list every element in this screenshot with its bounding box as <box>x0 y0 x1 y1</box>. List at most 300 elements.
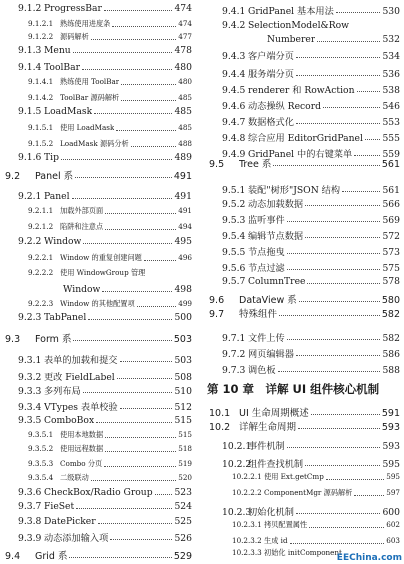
toc-entry-title: Menu <box>44 45 71 56</box>
toc-entry-title: 二级联动 <box>60 473 89 482</box>
toc-leader-dots <box>273 165 380 166</box>
toc-entry-page: 593 <box>381 422 400 433</box>
toc-leader-dots <box>120 408 173 409</box>
toc-leader-dots <box>155 494 173 495</box>
toc-entry-number: 9.2.1.1 <box>28 206 54 215</box>
toc-entry-number: 10.2.1 <box>222 441 252 452</box>
toc-entry-title: Panel <box>44 191 70 202</box>
toc-leader-dots <box>112 26 176 27</box>
toc-entry-number: 9.7.2 <box>222 349 246 360</box>
toc-leader-dots <box>105 213 176 214</box>
toc-entry-page: 524 <box>174 501 192 512</box>
toc-leader-dots <box>278 371 381 372</box>
toc-leader-dots <box>287 339 381 340</box>
toc-entry-page: 503 <box>173 334 192 345</box>
toc-entry-page: 488 <box>178 139 192 148</box>
toc-entry-title: 装配"树形"JSON 结构 <box>248 185 341 196</box>
toc-leader-dots <box>309 527 384 528</box>
toc-entry[interactable] <box>222 456 400 470</box>
toc-entry-page: 474 <box>178 19 192 28</box>
toc-leader-dots <box>296 75 381 76</box>
toc-entry-page: 555 <box>382 133 400 144</box>
toc-entry[interactable] <box>232 536 400 546</box>
toc-leader-dots <box>83 392 173 393</box>
toc-entry-title: LoadMask 源码分析 <box>60 139 129 148</box>
toc-leader-dots <box>317 41 380 42</box>
toc-entry-number: 10.2 <box>209 422 231 433</box>
toc-leader-dots <box>307 283 380 284</box>
toc-entry-page: 491 <box>174 191 192 202</box>
toc-entry-title: 监听事件 <box>248 215 285 226</box>
toc-leader-dots <box>82 69 172 70</box>
toc-entry-page: 489 <box>174 152 192 163</box>
toc-entry-number: 9.3.5.2 <box>28 444 54 453</box>
toc-entry-number: 10.2.2.2 <box>232 488 262 497</box>
toc-entry-title: 动态添加输入项 <box>44 533 109 544</box>
toc-entry[interactable] <box>222 48 400 62</box>
toc-entry[interactable] <box>222 66 400 80</box>
toc-entry-page: 530 <box>382 6 400 17</box>
toc-leader-dots <box>116 130 176 131</box>
toc-entry-page: 532 <box>382 34 400 45</box>
toc-entry[interactable] <box>18 62 192 73</box>
toc-leader-dots <box>131 146 177 147</box>
toc-entry[interactable] <box>28 206 192 216</box>
toc-entry-number: 9.5.4 <box>222 231 246 242</box>
toc-entry-number: 9.4.5 <box>222 85 246 96</box>
toc-entry-page: 582 <box>381 309 400 320</box>
toc-entry[interactable] <box>28 93 192 103</box>
toc-entry-title: 表单的加载和提交 <box>44 355 118 366</box>
toc-entry-number: 9.1.2.2 <box>28 32 54 41</box>
toc-entry-page: 474 <box>174 3 192 14</box>
toc-leader-dots <box>104 10 173 11</box>
toc-entry-number: 9.5.1 <box>222 185 246 196</box>
toc-leader-dots <box>98 523 173 524</box>
toc-leader-dots <box>102 291 172 292</box>
toc-entry-number: 9.2.1 <box>18 191 42 202</box>
toc-entry-page: 586 <box>382 349 400 360</box>
toc-entry-page: 510 <box>174 386 192 397</box>
toc-leader-dots <box>296 355 381 356</box>
toc-entry-title: 使用远程数据 <box>60 444 104 453</box>
toc-leader-dots <box>75 177 172 178</box>
toc-entry-title: SelectionModel&Row <box>248 20 350 31</box>
toc-entry[interactable] <box>28 459 192 469</box>
toc-entry-page: 518 <box>178 444 192 453</box>
toc-entry-number: 9.3.4 <box>18 402 42 413</box>
toc-entry-page: 498 <box>174 284 192 295</box>
toc-entry-page: 591 <box>381 408 400 419</box>
toc-entry[interactable] <box>222 98 400 112</box>
toc-entry[interactable] <box>209 419 400 433</box>
toc-entry-page: 546 <box>382 101 400 112</box>
toc-entry[interactable] <box>209 156 400 170</box>
toc-entry-page: 534 <box>382 51 400 62</box>
toc-entry[interactable] <box>28 139 192 149</box>
toc-leader-dots <box>323 107 380 108</box>
toc-entry-title: ComboBox <box>44 415 95 426</box>
toc-entry-number: 9.1.4 <box>18 62 42 73</box>
toc-entry-title: 客户端分页 <box>248 51 294 62</box>
toc-entry-number: 9.1.2.1 <box>28 19 54 28</box>
toc-entry[interactable] <box>222 182 400 196</box>
toc-entry-title: 加载外部页面 <box>60 206 104 215</box>
toc-leader-dots <box>61 159 173 160</box>
toc-entry-title: 使用 LoadMask <box>60 123 115 132</box>
toc-entry-page: 597 <box>386 488 400 497</box>
toc-entry-number: 9.3.9 <box>18 533 42 544</box>
toc-entry-title: ToolBar 源码解析 <box>60 93 120 102</box>
toc-leader-dots <box>121 100 176 101</box>
toc-entry-title: LoadMask <box>44 106 93 117</box>
toc-entry-number: 9.2.1.2 <box>28 222 54 231</box>
toc-entry[interactable] <box>222 276 400 287</box>
toc-entry-number: 10.2.3.3 <box>232 548 262 557</box>
toc-entry[interactable] <box>5 331 192 345</box>
toc-entry-page: 512 <box>174 402 192 413</box>
toc-leader-dots <box>354 495 384 496</box>
toc-entry[interactable] <box>222 228 400 242</box>
toc-leader-dots <box>144 260 176 261</box>
toc-entry[interactable] <box>18 236 192 247</box>
toc-entry-page: 573 <box>382 247 400 258</box>
toc-entry-number: 9.1.5 <box>18 106 42 117</box>
toc-entry-title: 特殊组件 <box>239 309 278 320</box>
toc-entry[interactable] <box>18 191 192 202</box>
toc-leader-dots <box>121 84 176 85</box>
toc-entry-page: 491 <box>173 171 192 182</box>
toc-leader-dots <box>137 306 177 307</box>
toc-entry-title: 熟练使用 ToolBar <box>60 77 120 86</box>
toc-entry-number: 9.3.6 <box>18 487 42 498</box>
toc-entry-title: 多列布局 <box>44 386 81 397</box>
toc-entry-number: 9.1.2 <box>18 3 42 14</box>
toc-entry-page: 496 <box>178 253 192 262</box>
toc-entry[interactable] <box>18 516 192 527</box>
toc-entry[interactable] <box>222 3 400 17</box>
toc-entry[interactable] <box>209 292 400 306</box>
toc-entry[interactable] <box>209 306 400 320</box>
toc-entry-title: Tree 系 <box>239 159 272 170</box>
toc-leader-dots <box>296 57 381 58</box>
toc-entry-number: 9.3.7 <box>18 501 42 512</box>
toc-leader-dots <box>279 315 380 316</box>
toc-entry-number: 9.5.6 <box>222 263 246 274</box>
toc-entry-title: 文件上传 <box>248 333 285 344</box>
toc-entry[interactable] <box>63 284 192 295</box>
toc-entry-page: 561 <box>381 159 400 170</box>
toc-entry-title: ProgressBar <box>44 3 102 14</box>
toc-entry-number: 9.7.3 <box>222 365 246 376</box>
toc-entry[interactable] <box>28 299 192 309</box>
toc-entry-title: 生成 id <box>264 536 288 545</box>
toc-entry-number: 9.3 <box>5 334 21 345</box>
toc-entry-page: 561 <box>382 185 400 196</box>
toc-entry-number: 9.1.4.2 <box>28 93 54 102</box>
toc-entry-number: 10.2.2 <box>222 459 252 470</box>
toc-entry[interactable] <box>222 504 400 518</box>
chapter-heading: 第 10 章 详解 UI 组件核心机制 <box>207 382 380 396</box>
toc-entry[interactable] <box>18 487 192 498</box>
toc-entry-title: 陷阱和注意点 <box>60 222 104 231</box>
toc-entry-title: Window 的其他配置项 <box>60 299 135 308</box>
toc-leader-dots <box>104 466 176 467</box>
toc-entry[interactable] <box>28 430 192 440</box>
toc-entry-number: 9.6 <box>209 295 225 306</box>
toc-entry[interactable] <box>222 438 400 452</box>
toc-leader-dots <box>305 205 380 206</box>
toc-entry[interactable] <box>18 501 192 512</box>
toc-entry[interactable] <box>222 260 400 274</box>
toc-entry-number: 9.5.3 <box>222 215 246 226</box>
toc-entry-page: 559 <box>382 149 400 160</box>
toc-entry[interactable] <box>222 196 400 210</box>
toc-entry[interactable] <box>18 415 192 426</box>
toc-entry-page: 566 <box>382 199 400 210</box>
toc-entry-title: 使用 WindowGroup 管理 <box>60 268 146 277</box>
toc-leader-dots <box>305 237 380 238</box>
toc-entry[interactable] <box>222 346 400 360</box>
toc-entry[interactable] <box>28 268 192 278</box>
toc-leader-dots <box>120 361 173 362</box>
toc-leader-dots <box>76 508 172 509</box>
toc-entry-title: Panel 系 <box>35 171 74 182</box>
toc-leader-dots <box>311 414 380 415</box>
toc-entry[interactable] <box>5 548 192 562</box>
toc-entry-title: ColumnTree <box>248 276 306 287</box>
toc-entry-title: VTypes 表单校验 <box>44 402 118 413</box>
toc-entry[interactable] <box>222 362 400 376</box>
toc-leader-dots <box>287 221 381 222</box>
toc-entry[interactable] <box>222 330 400 344</box>
toc-entry-page: 515 <box>174 415 192 426</box>
toc-entry-page: 538 <box>382 85 400 96</box>
toc-entry-number: 9.3.5 <box>18 415 42 426</box>
toc-entry[interactable] <box>5 168 192 182</box>
toc-entry-page: 519 <box>178 459 192 468</box>
toc-entry[interactable] <box>222 20 400 31</box>
toc-entry-number: 9.3.3 <box>18 386 42 397</box>
toc-entry-title: Form 系 <box>35 334 72 345</box>
toc-entry[interactable] <box>28 473 192 483</box>
toc-entry-title: FieSet <box>44 501 75 512</box>
toc-entry-title: ToolBar <box>44 62 81 73</box>
toc-entry-number: 9.2.2 <box>18 236 42 247</box>
toc-entry-title: UI 生命周期概述 <box>239 408 309 419</box>
toc-entry-title: 详解生命周期 <box>239 422 297 433</box>
toc-entry[interactable] <box>28 222 192 232</box>
toc-entry[interactable] <box>18 45 192 56</box>
toc-entry-number: 9.4.4 <box>222 69 246 80</box>
toc-leader-dots <box>336 12 381 13</box>
toc-entry[interactable] <box>267 34 400 45</box>
toc-entry-title: GridPanel 基本用法 <box>248 6 334 17</box>
toc-entry-title: Numberer <box>267 34 316 45</box>
toc-entry[interactable] <box>28 444 192 454</box>
toc-leader-dots <box>296 123 381 124</box>
toc-leader-dots <box>73 340 171 341</box>
toc-entry-title: TabPanel <box>44 312 87 323</box>
toc-leader-dots <box>357 91 381 92</box>
toc-leader-dots <box>287 269 381 270</box>
toc-leader-dots <box>296 513 381 514</box>
toc-entry[interactable] <box>18 399 192 413</box>
toc-entry[interactable] <box>28 253 192 263</box>
toc-entry[interactable] <box>232 488 400 498</box>
toc-entry-number: 9.1.6 <box>18 152 42 163</box>
toc-entry-title: 数据格式化 <box>248 117 294 128</box>
toc-entry-number: 9.3.2 <box>18 372 42 383</box>
toc-entry-title: 拷贝配置属性 <box>264 520 308 529</box>
toc-entry[interactable] <box>18 369 192 383</box>
toc-entry-title: GridPanel 中的右键菜单 <box>248 149 353 160</box>
toc-entry-page: 593 <box>382 441 400 452</box>
toc-entry-page: 572 <box>382 231 400 242</box>
toc-entry-number: 9.4.8 <box>222 133 246 144</box>
toc-entry-number: 9.3.1 <box>18 355 42 366</box>
toc-entry-number: 10.2.2.1 <box>232 472 262 481</box>
watermark: EEChina.com <box>336 553 402 563</box>
toc-entry-title: ComponentMgr 源码解析 <box>264 488 353 497</box>
toc-entry-title: 编辑节点数据 <box>248 231 304 242</box>
toc-entry-title: 调色板 <box>248 365 276 376</box>
toc-leader-dots <box>298 428 380 429</box>
toc-entry-title: 更改 FieldLabel <box>44 372 115 383</box>
toc-entry-page: 582 <box>382 333 400 344</box>
toc-entry[interactable] <box>232 520 400 530</box>
toc-entry[interactable] <box>28 123 192 133</box>
toc-entry-page: 500 <box>174 312 192 323</box>
toc-entry-page: 595 <box>386 472 400 481</box>
toc-entry-title: Grid 系 <box>35 551 68 562</box>
toc-entry-title: 组件查找机制 <box>248 459 304 470</box>
toc-entry-page: 480 <box>178 77 192 86</box>
toc-entry-title: Tip <box>44 152 59 163</box>
toc-entry-title: DatePicker <box>44 516 96 527</box>
toc-entry-title: 使用 Ext.getCmp <box>264 472 324 481</box>
toc-entry-page: 477 <box>178 32 192 41</box>
toc-leader-dots <box>69 557 171 558</box>
toc-leader-dots <box>72 198 173 199</box>
toc-entry-page: 603 <box>386 536 400 545</box>
toc-entry-title: Combo 分页 <box>60 459 103 468</box>
toc-entry-page: 499 <box>178 299 192 308</box>
toc-entry-page: 491 <box>178 206 192 215</box>
toc-leader-dots <box>105 229 176 230</box>
toc-entry-page: 580 <box>381 295 400 306</box>
toc-entry-page: 503 <box>174 355 192 366</box>
toc-entry-number: 9.7 <box>209 309 225 320</box>
toc-leader-dots <box>365 139 381 140</box>
toc-entry[interactable] <box>28 77 192 87</box>
toc-entry-number: 9.4.6 <box>222 101 246 112</box>
toc-entry[interactable] <box>28 19 192 29</box>
toc-entry-page: 595 <box>382 459 400 470</box>
toc-entry-title: CheckBox/Radio Group <box>44 487 153 498</box>
toc-entry-page: 508 <box>174 372 192 383</box>
toc-entry-title: Window <box>63 284 101 295</box>
toc-entry[interactable] <box>28 32 192 42</box>
toc-entry-page: 575 <box>382 263 400 274</box>
toc-entry-page: 485 <box>174 106 192 117</box>
toc-entry-page: 494 <box>178 222 192 231</box>
toc-leader-dots <box>83 243 172 244</box>
toc-entry-number: 9.4.2 <box>222 20 246 31</box>
toc-entry-number: 9.5 <box>209 159 225 170</box>
toc-entry-number: 9.3.5.3 <box>28 459 54 468</box>
toc-entry[interactable] <box>222 244 400 258</box>
toc-entry-number: 9.3.8 <box>18 516 42 527</box>
toc-entry-number: 9.1.5.2 <box>28 139 54 148</box>
toc-entry-number: 9.2 <box>5 171 21 182</box>
toc-entry-number: 9.3.5.1 <box>28 430 54 439</box>
toc-entry[interactable] <box>222 212 400 226</box>
toc-entry-number: 9.5.2 <box>222 199 246 210</box>
toc-entry-title: 事件机制 <box>248 441 285 452</box>
toc-entry-title: DataView 系 <box>239 295 297 306</box>
toc-entry-page: 478 <box>174 45 192 56</box>
toc-entry[interactable] <box>209 405 400 419</box>
toc-entry[interactable] <box>222 114 400 128</box>
toc-entry[interactable] <box>18 530 192 544</box>
toc-entry[interactable] <box>18 3 192 14</box>
toc-entry[interactable] <box>18 312 192 323</box>
toc-entry-page: 523 <box>174 487 192 498</box>
toc-entry-page: 485 <box>178 123 192 132</box>
toc-entry[interactable] <box>232 472 400 482</box>
toc-entry-page: 520 <box>178 473 192 482</box>
toc-leader-dots <box>96 422 172 423</box>
toc-entry-title: 节点过滤 <box>248 263 285 274</box>
toc-entry[interactable] <box>222 130 400 144</box>
toc-entry-page: 525 <box>174 516 192 527</box>
toc-entry[interactable] <box>18 152 192 163</box>
toc-entry-number: 9.1.5.1 <box>28 123 54 132</box>
toc-entry[interactable] <box>18 352 192 366</box>
toc-leader-dots <box>342 191 380 192</box>
toc-entry-page: 529 <box>173 551 192 562</box>
toc-entry-number: 9.2.2.1 <box>28 253 54 262</box>
toc-entry-number: 9.4.9 <box>222 149 246 160</box>
toc-entry[interactable] <box>222 82 400 96</box>
toc-leader-dots <box>91 480 177 481</box>
toc-entry-title: 节点拖曳 <box>248 247 285 258</box>
toc-entry[interactable] <box>18 106 192 117</box>
toc-entry-title: 动态操纵 Record <box>248 101 321 112</box>
toc-entry-number: 10.2.3.2 <box>232 536 262 545</box>
toc-entry-number: 9.4 <box>5 551 21 562</box>
toc-entry-number: 10.1 <box>209 408 231 419</box>
toc-entry-title: 动态加载数据 <box>248 199 304 210</box>
toc-leader-dots <box>110 539 172 540</box>
toc-entry-title: renderer 和 RowAction <box>248 85 355 96</box>
toc-entry-title: 源码解析 <box>60 32 89 41</box>
toc-entry[interactable] <box>18 383 192 397</box>
toc-entry-number: 9.2.2.2 <box>28 268 54 277</box>
toc-leader-dots <box>105 437 176 438</box>
toc-entry-page: 526 <box>174 533 192 544</box>
toc-entry-title: 初始化机制 <box>248 507 294 518</box>
toc-entry-title: 网页编辑器 <box>248 349 294 360</box>
toc-entry-number: 9.5.5 <box>222 247 246 258</box>
toc-entry-title: 综合应用 EditorGridPanel <box>248 133 363 144</box>
toc-leader-dots <box>105 451 176 452</box>
toc-entry-page: 515 <box>178 430 192 439</box>
toc-entry-page: 495 <box>174 236 192 247</box>
toc-entry-number: 10.2.3 <box>222 507 252 518</box>
toc-leader-dots <box>94 113 172 114</box>
